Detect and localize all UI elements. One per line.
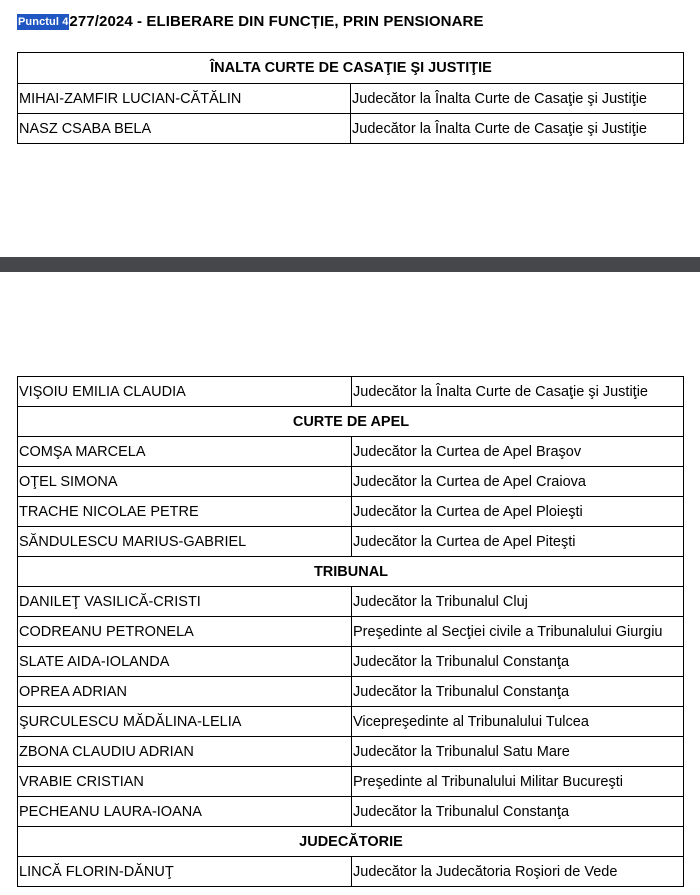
page-separator <box>0 257 700 272</box>
section-row <box>18 407 684 437</box>
table-row <box>18 857 684 887</box>
table-row <box>18 707 684 737</box>
judge-name: ŞURCULESCU MĂDĂLINA-LELIA <box>18 707 352 737</box>
judge-name: MIHAI-ZAMFIR LUCIAN-CĂTĂLIN <box>18 84 351 114</box>
table-row <box>18 497 684 527</box>
judge-name: ZBONA CLAUDIU ADRIAN <box>18 737 352 767</box>
judge-name: OPREA ADRIAN <box>18 677 352 707</box>
judge-name: CODREANU PETRONELA <box>18 617 352 647</box>
table-row <box>18 527 684 557</box>
section-title: TRIBUNAL <box>18 557 684 587</box>
judge-name: VRABIE CRISTIAN <box>18 767 352 797</box>
judge-role: Preşedinte al Tribunalului Militar Bucureşti <box>352 767 684 797</box>
judge-name: LINCĂ FLORIN-DĂNUŢ <box>18 857 352 887</box>
judge-role: Judecător la Înalta Curte de Casaţie şi Justiţie <box>352 377 684 407</box>
judge-name: VIŞOIU EMILIA CLAUDIA <box>18 377 352 407</box>
section-row <box>18 557 684 587</box>
judge-role: Judecător la Tribunalul Constanţa <box>352 647 684 677</box>
judge-role: Judecător la Curtea de Apel Craiova <box>352 467 684 497</box>
judge-name: NASZ CSABA BELA <box>18 114 351 144</box>
page-heading <box>17 13 484 30</box>
judge-role: Judecător la Tribunalul Satu Mare <box>352 737 684 767</box>
section-row <box>18 53 684 84</box>
table-row <box>18 84 684 114</box>
judge-role: Judecător la Tribunalul Cluj <box>352 587 684 617</box>
judges-table-top <box>17 52 684 144</box>
judge-name: DANILEŢ VASILICĂ-CRISTI <box>18 587 352 617</box>
judge-role: Judecător la Curtea de Apel Piteşti <box>352 527 684 557</box>
table-row <box>18 467 684 497</box>
judge-role: Judecător la Judecătoria Roşiori de Vede <box>352 857 684 887</box>
table-row <box>18 677 684 707</box>
table-row <box>18 647 684 677</box>
judge-name: OŢEL SIMONA <box>18 467 352 497</box>
table-row <box>18 587 684 617</box>
judge-role: Vicepreşedinte al Tribunalului Tulcea <box>352 707 684 737</box>
judge-name: SĂNDULESCU MARIUS-GABRIEL <box>18 527 352 557</box>
judge-name: COMŞA MARCELA <box>18 437 352 467</box>
judges-table-bottom <box>17 376 684 887</box>
judge-role: Judecător la Curtea de Apel Ploieşti <box>352 497 684 527</box>
heading-title: 277/2024 - ELIBERARE DIN FUNCȚIE, PRIN PENSIONARE <box>69 13 484 30</box>
judge-role: Judecător la Înalta Curte de Casaţie şi Justiţie <box>351 84 684 114</box>
table-row <box>18 797 684 827</box>
highlighted-text: Punctul 4 <box>18 16 69 28</box>
section-row <box>18 827 684 857</box>
judge-role: Judecător la Tribunalul Constanţa <box>352 797 684 827</box>
section-title: ÎNALTA CURTE DE CASAŢIE ŞI JUSTIŢIE <box>18 53 684 84</box>
judge-name: SLATE AIDA-IOLANDA <box>18 647 352 677</box>
judge-name: TRACHE NICOLAE PETRE <box>18 497 352 527</box>
section-title: JUDECĂTORIE <box>18 827 684 857</box>
table-row <box>18 437 684 467</box>
judge-name: PECHEANU LAURA-IOANA <box>18 797 352 827</box>
section-title: CURTE DE APEL <box>18 407 684 437</box>
judge-role: Preşedinte al Secţiei civile a Tribunalului Giurgiu <box>352 617 684 647</box>
judge-role: Judecător la Înalta Curte de Casaţie şi Justiţie <box>351 114 684 144</box>
table-row <box>18 617 684 647</box>
table-row <box>18 114 684 144</box>
judge-role: Judecător la Tribunalul Constanţa <box>352 677 684 707</box>
table-row <box>18 377 684 407</box>
table-row <box>18 737 684 767</box>
judge-role: Judecător la Curtea de Apel Braşov <box>352 437 684 467</box>
table-row <box>18 767 684 797</box>
